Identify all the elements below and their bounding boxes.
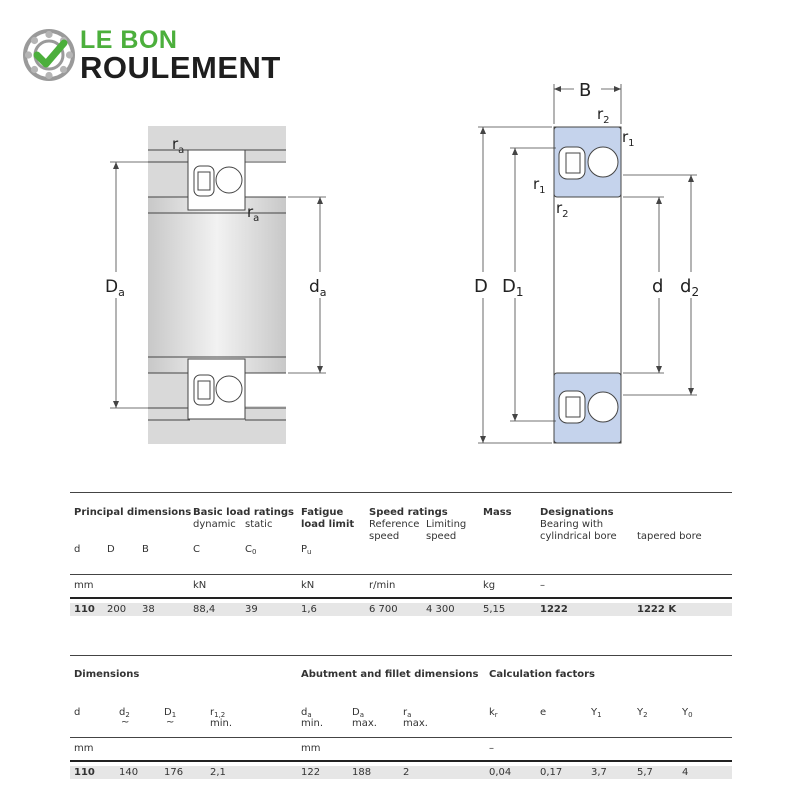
label-ra-mid: $r_a$ bbox=[247, 203, 260, 224]
value-designation: 1222 bbox=[540, 604, 568, 615]
label-r2-top: $r_2$ bbox=[597, 105, 610, 126]
unit-kg: kg bbox=[483, 580, 496, 591]
value-mass: 5,15 bbox=[483, 604, 506, 615]
unit-kn-2: kN bbox=[301, 580, 315, 591]
value-reference-speed: 6 700 bbox=[369, 604, 398, 615]
label-da: $d_a$ bbox=[309, 277, 327, 299]
header-dimensions: Dimensions bbox=[74, 669, 140, 680]
unit-mm-1: mm bbox=[74, 743, 94, 754]
value-e: 0,17 bbox=[540, 767, 563, 778]
header-limiting-2: speed bbox=[426, 531, 457, 542]
header-abutment: Abutment and fillet dimensions bbox=[301, 669, 479, 680]
label-d2: $d_2$ bbox=[680, 276, 700, 299]
mounting-drawing bbox=[95, 120, 335, 450]
table-row bbox=[70, 603, 732, 616]
symbol-ra: $r_a$ bbox=[403, 707, 412, 719]
logo-line2: ROULEMENT bbox=[80, 50, 281, 85]
symbol-C0: $C_0$ bbox=[245, 544, 257, 556]
label-r1-top: $r_1$ bbox=[622, 128, 635, 149]
value-d2: 140 bbox=[119, 767, 139, 778]
header-tapered-bore: tapered bore bbox=[637, 531, 702, 542]
symbol-r12-min: min. bbox=[210, 718, 233, 729]
header-mass: Mass bbox=[483, 507, 512, 518]
symbol-Da-max: max. bbox=[352, 718, 377, 729]
symbol-ra-max: max. bbox=[403, 718, 428, 729]
value-limiting-speed: 4 300 bbox=[426, 604, 455, 615]
value-d: 110 bbox=[74, 604, 95, 615]
header-calculation-factors: Calculation factors bbox=[489, 669, 595, 680]
symbol-Pu: $P_u$ bbox=[301, 544, 312, 556]
header-basic-load-ratings: Basic load ratings bbox=[193, 507, 294, 518]
symbol-Y2: $Y_2$ bbox=[637, 707, 648, 719]
symbol-B: B bbox=[142, 544, 149, 555]
value-C: 88,4 bbox=[193, 604, 216, 615]
brand-logo bbox=[22, 26, 302, 86]
value-D1: 176 bbox=[164, 767, 184, 778]
symbol-D1-approx: ~ bbox=[166, 717, 175, 728]
value-r12: 2,1 bbox=[210, 767, 226, 778]
symbol-d: d bbox=[74, 544, 81, 555]
value-Da: 188 bbox=[352, 767, 372, 778]
label-r1-mid: $r_1$ bbox=[533, 175, 546, 196]
ring-section-top bbox=[554, 127, 621, 197]
value-kr: 0,04 bbox=[489, 767, 512, 778]
label-D1: $D_1$ bbox=[502, 276, 524, 299]
label-ra-top: $r_a$ bbox=[172, 135, 185, 156]
header-bearing-1: Bearing with bbox=[540, 519, 604, 530]
label-B: B bbox=[579, 80, 592, 101]
symbol-C: C bbox=[193, 544, 200, 555]
symbol-d2: $d_2$ bbox=[119, 707, 130, 719]
unit-mm: mm bbox=[74, 580, 94, 591]
value-C0: 39 bbox=[245, 604, 258, 615]
ring-section-bottom bbox=[554, 373, 621, 443]
symbol-d: d bbox=[74, 707, 81, 718]
symbol-d2-approx: ~ bbox=[121, 717, 130, 728]
symbol-Y0: $Y_0$ bbox=[682, 707, 693, 719]
unit-mm-2: mm bbox=[301, 743, 321, 754]
value-da: 122 bbox=[301, 767, 321, 778]
unit-dash: – bbox=[489, 743, 494, 754]
header-fatigue-2: load limit bbox=[301, 519, 355, 530]
value-Pu: 1,6 bbox=[301, 604, 317, 615]
label-D: D bbox=[474, 276, 488, 297]
logo-line1: LE BON bbox=[80, 26, 178, 54]
bearing-check-icon bbox=[22, 28, 76, 82]
value-B: 38 bbox=[142, 604, 155, 615]
symbol-da: $d_a$ bbox=[301, 707, 312, 719]
symbol-D1: $D_1$ bbox=[164, 707, 177, 719]
symbol-Da: $D_a$ bbox=[352, 707, 364, 719]
header-reference-2: speed bbox=[369, 531, 400, 542]
value-Y2: 5,7 bbox=[637, 767, 653, 778]
header-static: static bbox=[245, 519, 273, 530]
value-d: 110 bbox=[74, 767, 95, 778]
header-reference-1: Reference bbox=[369, 519, 420, 530]
symbol-r12: $r_{1,2}$ bbox=[210, 707, 226, 719]
symbol-D: D bbox=[107, 544, 115, 555]
value-tapered-designation: 1222 K bbox=[637, 604, 677, 615]
symbol-kr: $k_r$ bbox=[489, 707, 498, 719]
label-d: d bbox=[652, 276, 664, 297]
unit-dash: – bbox=[540, 580, 545, 591]
bearing-section-top bbox=[188, 150, 245, 210]
value-D: 200 bbox=[107, 604, 127, 615]
symbol-da-min: min. bbox=[301, 718, 324, 729]
header-limiting-1: Limiting bbox=[426, 519, 467, 530]
header-dynamic: dynamic bbox=[193, 519, 236, 530]
label-Da: $D_a$ bbox=[105, 277, 125, 299]
shaft bbox=[148, 197, 286, 373]
header-designations: Designations bbox=[540, 507, 614, 518]
value-Y0: 4 bbox=[682, 767, 689, 778]
value-Y1: 3,7 bbox=[591, 767, 607, 778]
unit-rmin: r/min bbox=[369, 580, 396, 591]
unit-kn-1: kN bbox=[193, 580, 207, 591]
bearing-dimension-drawing bbox=[470, 70, 710, 450]
header-principal-dimensions: Principal dimensions bbox=[74, 507, 192, 518]
label-r2-mid: $r_2$ bbox=[556, 199, 569, 220]
header-speed-ratings: Speed ratings bbox=[369, 507, 448, 518]
header-bearing-2: cylindrical bore bbox=[540, 531, 617, 542]
symbol-e: e bbox=[540, 707, 547, 718]
value-ra: 2 bbox=[403, 767, 410, 778]
symbol-Y1: $Y_1$ bbox=[591, 707, 602, 719]
header-fatigue-1: Fatigue bbox=[301, 507, 344, 518]
bearing-section-bottom bbox=[188, 359, 245, 419]
